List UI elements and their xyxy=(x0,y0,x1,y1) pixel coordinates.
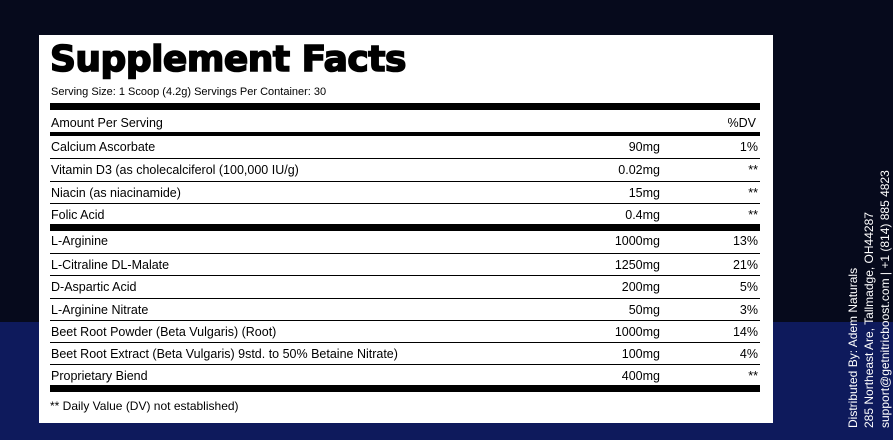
divider-thick-bottom xyxy=(50,385,760,392)
ingredient-amount: 100mg xyxy=(621,347,660,361)
ingredient-row xyxy=(50,230,760,252)
distributor-contact: support@getnitricboost.com | +1 (814) 885 4823 xyxy=(878,170,892,428)
ingredient-dv: 4% xyxy=(739,347,758,361)
label-title: Supplement Facts xyxy=(50,39,406,80)
ingredient-dv: 13% xyxy=(732,234,758,248)
nutrient-amount: 15mg xyxy=(628,186,660,200)
ingredient-name: Beet Root Extract (Beta Vulgaris) 9std. to 50% Betaine Nitrate) xyxy=(51,347,398,361)
header-amount-per-serving: Amount Per Serving xyxy=(51,116,163,130)
ingredient-amount: 50mg xyxy=(628,303,660,317)
distributor-name: Distributed By: Adem Naturals xyxy=(846,267,860,428)
ingredient-amount: 1000mg xyxy=(614,325,660,339)
ingredient-dv: 5% xyxy=(739,280,758,294)
header-dv: %DV xyxy=(727,116,756,130)
nutrient-name: Niacin (as niacinamide) xyxy=(51,186,181,200)
nutrient-name: Folic Acid xyxy=(51,208,105,222)
footnote: ** Daily Value (DV) not established) xyxy=(50,399,239,413)
nutrient-row xyxy=(50,181,760,203)
ingredient-dv: ** xyxy=(748,369,758,383)
ingredient-row xyxy=(50,342,760,364)
ingredient-name: Beet Root Powder (Beta Vulgaris) (Root) xyxy=(51,325,277,339)
nutrient-name: Calcium Ascorbate xyxy=(51,140,156,154)
divider-thick-top xyxy=(50,103,760,110)
ingredient-dv: 21% xyxy=(732,258,758,272)
ingredient-name: L-Citraline DL-Malate xyxy=(51,258,170,272)
distributor-info xyxy=(845,170,893,428)
ingredient-amount: 400mg xyxy=(621,369,660,383)
ingredient-amount: 200mg xyxy=(621,280,660,294)
ingredient-row xyxy=(50,253,760,275)
nutrient-row xyxy=(50,158,760,180)
ingredient-name: D-Aspartic Acid xyxy=(51,280,137,294)
ingredient-amount: 1250mg xyxy=(614,258,660,272)
ingredient-dv: 14% xyxy=(732,325,758,339)
supplement-facts-panel xyxy=(39,35,773,423)
nutrient-amount: 0.4mg xyxy=(625,208,660,222)
ingredient-row xyxy=(50,275,760,297)
ingredient-amount: 1000mg xyxy=(614,234,660,248)
nutrient-row xyxy=(50,203,760,225)
nutrient-dv: ** xyxy=(748,163,758,177)
ingredient-name: Proprietary Biend xyxy=(51,369,148,383)
nutrient-amount: 0.02mg xyxy=(618,163,660,177)
ingredient-row xyxy=(50,320,760,342)
ingredient-name: L-Arginine xyxy=(51,234,108,248)
serving-info: Serving Size: 1 Scoop (4.2g) Servings Per Container: 30 xyxy=(51,86,327,98)
ingredient-dv: 3% xyxy=(739,303,758,317)
nutrient-amount: 90mg xyxy=(628,140,660,154)
ingredient-row xyxy=(50,364,760,386)
nutrient-row xyxy=(50,136,760,158)
nutrient-dv: ** xyxy=(748,208,758,222)
ingredient-name: L-Arginine Nitrate xyxy=(51,303,149,317)
ingredient-row xyxy=(50,298,760,320)
distributor-address: 285 Northeast Are, Tallmadge, OH44287 xyxy=(862,212,876,428)
nutrient-dv: ** xyxy=(748,186,758,200)
nutrient-name: Vitamin D3 (as cholecalciferol (100,000 IU/g) xyxy=(51,163,299,177)
nutrient-dv: 1% xyxy=(739,140,758,154)
header-row xyxy=(50,112,760,134)
